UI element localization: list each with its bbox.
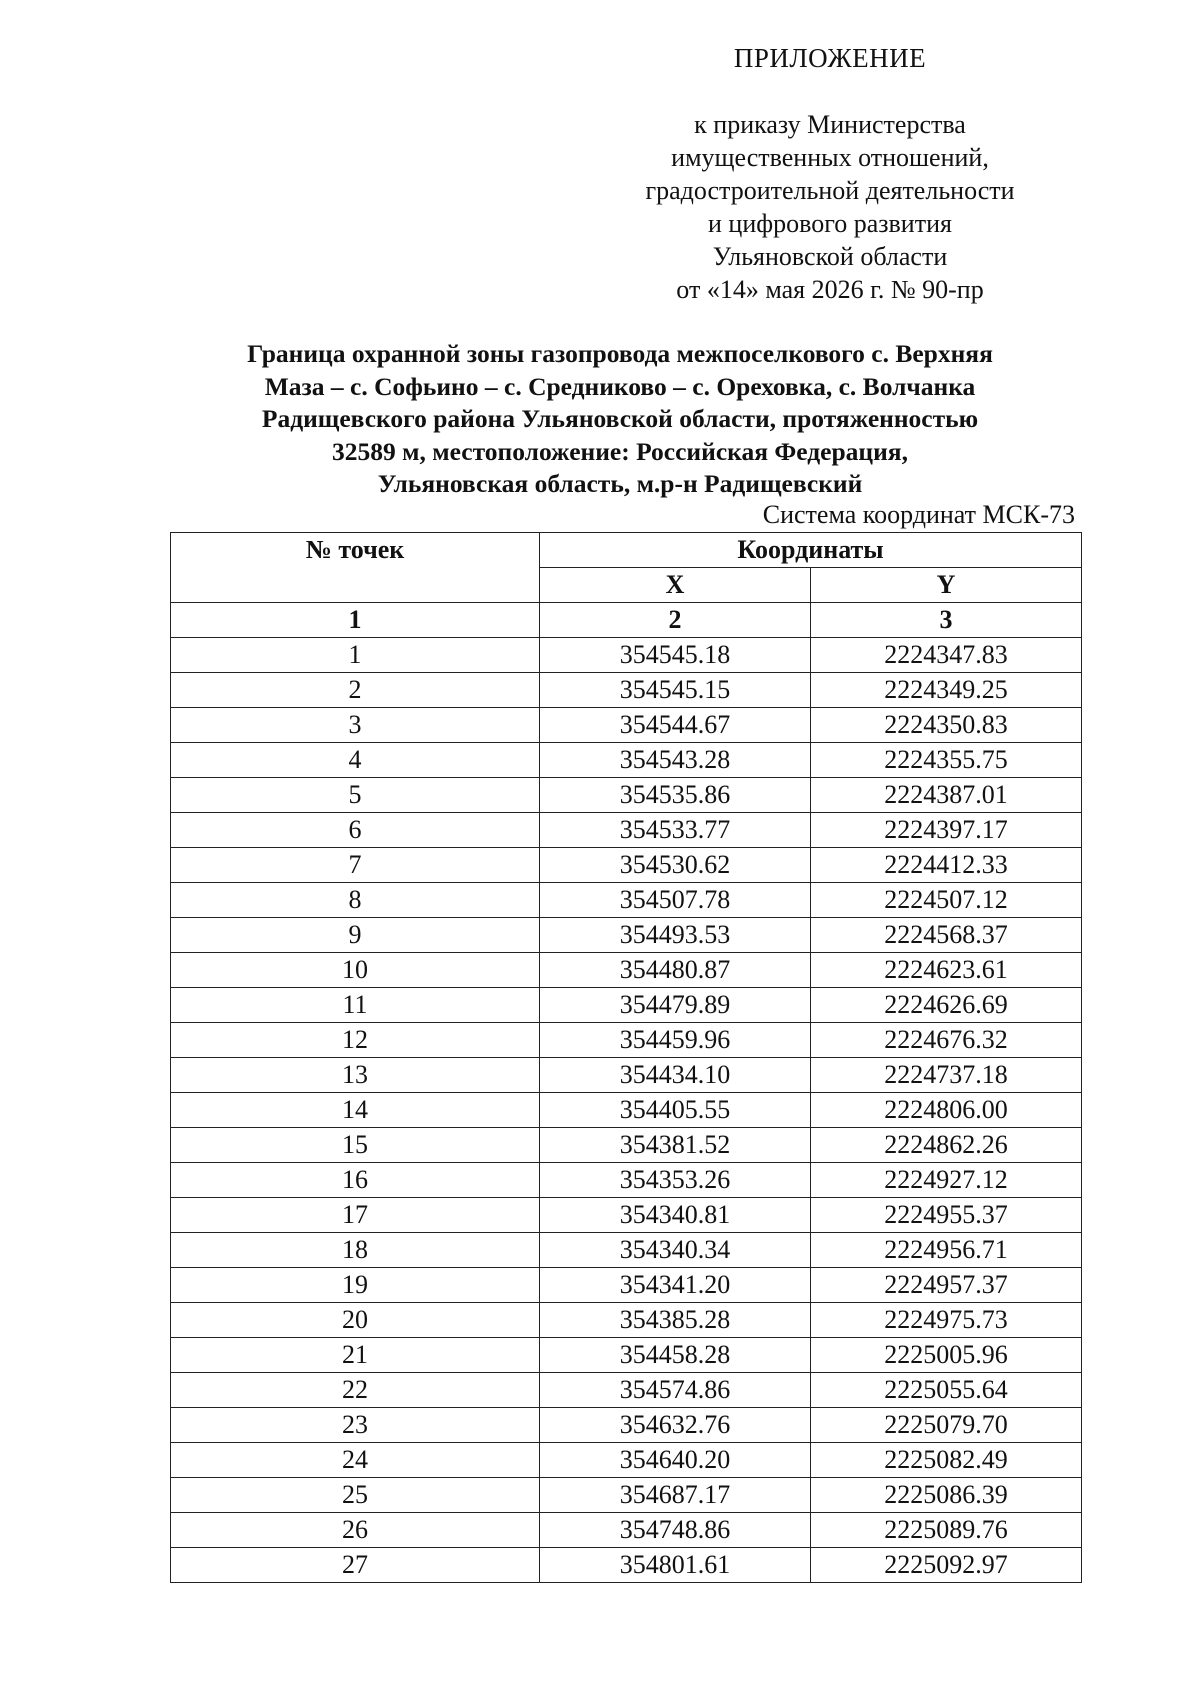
table-row <box>171 778 1082 813</box>
y-coordinate-cell: 2224626.69 <box>811 988 1082 1023</box>
y-coordinate-cell: 2224412.33 <box>811 848 1082 883</box>
y-coordinate-cell: 2224806.00 <box>811 1093 1082 1128</box>
y-coordinate-cell: 2224350.83 <box>811 708 1082 743</box>
point-number-cell: 21 <box>171 1338 540 1373</box>
table-row <box>171 988 1082 1023</box>
point-number-cell: 23 <box>171 1408 540 1443</box>
table-row <box>171 1338 1082 1373</box>
coordinate-system-label: Система координат МСК-73 <box>762 500 1075 529</box>
y-coordinate-cell: 2225086.39 <box>811 1478 1082 1513</box>
x-coordinate-cell: 354748.86 <box>540 1513 811 1548</box>
point-number-cell: 11 <box>171 988 540 1023</box>
table-row <box>171 1023 1082 1058</box>
x-coordinate-cell: 354544.67 <box>540 708 811 743</box>
approval-line: имущественных отношений, <box>671 143 989 172</box>
x-coordinate-cell: 354543.28 <box>540 743 811 778</box>
point-number-cell: 8 <box>171 883 540 918</box>
table-row <box>171 1548 1082 1583</box>
x-coordinate-cell: 354405.55 <box>540 1093 811 1128</box>
y-coordinate-cell: 2224676.32 <box>811 1023 1082 1058</box>
point-number-cell: 9 <box>171 918 540 953</box>
point-number-cell: 16 <box>171 1163 540 1198</box>
y-coordinate-cell: 2225005.96 <box>811 1338 1082 1373</box>
table-row <box>171 1408 1082 1443</box>
x-coordinate-cell: 354459.96 <box>540 1023 811 1058</box>
column-number: 1 <box>171 603 540 638</box>
approval-line: от «14» мая 2026 г. № 90-пр <box>676 275 984 304</box>
y-coordinate-cell: 2225079.70 <box>811 1408 1082 1443</box>
x-column-header: X <box>540 568 811 603</box>
point-number-cell: 17 <box>171 1198 540 1233</box>
point-number-cell: 27 <box>171 1548 540 1583</box>
x-coordinate-cell: 354458.28 <box>540 1338 811 1373</box>
x-coordinate-cell: 354545.18 <box>540 638 811 673</box>
coordinates-column-header: Координаты <box>540 533 1082 568</box>
title-line: 32589 м, местоположение: Российская Федерация, <box>332 436 908 466</box>
point-number-cell: 3 <box>171 708 540 743</box>
y-coordinate-cell: 2224568.37 <box>811 918 1082 953</box>
table-row <box>171 1128 1082 1163</box>
table-row <box>171 1478 1082 1513</box>
point-number-cell: 1 <box>171 638 540 673</box>
point-number-cell: 12 <box>171 1023 540 1058</box>
x-coordinate-cell: 354545.15 <box>540 673 811 708</box>
approval-line: и цифрового развития <box>708 209 952 238</box>
points-column-header: № точек <box>171 533 540 603</box>
x-coordinate-cell: 354381.52 <box>540 1128 811 1163</box>
y-coordinate-cell: 2224975.73 <box>811 1303 1082 1338</box>
x-coordinate-cell: 354507.78 <box>540 883 811 918</box>
table-row <box>171 1233 1082 1268</box>
title-line: Радищевского района Ульяновской области, протяженностью <box>261 404 979 433</box>
table-row <box>171 883 1082 918</box>
point-number-cell: 6 <box>171 813 540 848</box>
column-number-row <box>171 603 1082 638</box>
appendix-label: ПРИЛОЖЕНИЕ <box>733 43 927 73</box>
y-coordinate-cell: 2224397.17 <box>811 813 1082 848</box>
approval-text <box>600 108 1060 306</box>
table-row <box>171 1268 1082 1303</box>
y-coordinate-cell: 2224355.75 <box>811 743 1082 778</box>
column-number: 3 <box>811 603 1082 638</box>
y-coordinate-cell: 2224349.25 <box>811 673 1082 708</box>
table-row <box>171 1093 1082 1128</box>
y-coordinate-cell: 2224387.01 <box>811 778 1082 813</box>
x-coordinate-cell: 354574.86 <box>540 1373 811 1408</box>
x-coordinate-cell: 354493.53 <box>540 918 811 953</box>
table-row <box>171 743 1082 778</box>
x-coordinate-cell: 354535.86 <box>540 778 811 813</box>
x-coordinate-cell: 354479.89 <box>540 988 811 1023</box>
x-coordinate-cell: 354801.61 <box>540 1548 811 1583</box>
title-line: Граница охранной зоны газопровода межпоселкового с. Верхняя <box>247 339 993 368</box>
y-coordinate-cell: 2225055.64 <box>811 1373 1082 1408</box>
title-line: Маза – с. Софьино – с. Средниково – с. Ореховка, с. Волчанка <box>264 371 976 401</box>
y-coordinate-cell: 2224955.37 <box>811 1198 1082 1233</box>
y-coordinate-cell: 2225089.76 <box>811 1513 1082 1548</box>
y-coordinate-cell: 2224737.18 <box>811 1058 1082 1093</box>
table-row <box>171 1443 1082 1478</box>
y-coordinate-cell: 2225092.97 <box>811 1548 1082 1583</box>
point-number-cell: 25 <box>171 1478 540 1513</box>
point-number-cell: 14 <box>171 1093 540 1128</box>
table-row <box>171 813 1082 848</box>
approval-line: к приказу Министерства <box>694 110 966 139</box>
table-row <box>171 708 1082 743</box>
point-number-cell: 13 <box>171 1058 540 1093</box>
table-row <box>171 638 1082 673</box>
table-row <box>171 1198 1082 1233</box>
document-title <box>180 338 1060 501</box>
point-number-cell: 22 <box>171 1373 540 1408</box>
point-number-cell: 15 <box>171 1128 540 1163</box>
table-row <box>171 1303 1082 1338</box>
x-coordinate-cell: 354632.76 <box>540 1408 811 1443</box>
point-number-cell: 24 <box>171 1443 540 1478</box>
table-row <box>171 1373 1082 1408</box>
x-coordinate-cell: 354340.34 <box>540 1233 811 1268</box>
point-number-cell: 26 <box>171 1513 540 1548</box>
table-row <box>171 673 1082 708</box>
y-coordinate-cell: 2224347.83 <box>811 638 1082 673</box>
table-header-row <box>171 533 1082 568</box>
table-row <box>171 953 1082 988</box>
column-number: 2 <box>540 603 811 638</box>
table-row <box>171 918 1082 953</box>
point-number-cell: 7 <box>171 848 540 883</box>
y-coordinate-cell: 2224927.12 <box>811 1163 1082 1198</box>
point-number-cell: 5 <box>171 778 540 813</box>
x-coordinate-cell: 354687.17 <box>540 1478 811 1513</box>
x-coordinate-cell: 354341.20 <box>540 1268 811 1303</box>
y-coordinate-cell: 2224623.61 <box>811 953 1082 988</box>
x-coordinate-cell: 354480.87 <box>540 953 811 988</box>
y-coordinate-cell: 2224862.26 <box>811 1128 1082 1163</box>
y-coordinate-cell: 2225082.49 <box>811 1443 1082 1478</box>
x-coordinate-cell: 354385.28 <box>540 1303 811 1338</box>
table-body <box>171 603 1082 1583</box>
title-line: Ульяновская область, м.р-н Радищевский <box>377 469 863 498</box>
coordinates-table <box>170 532 1082 1583</box>
x-coordinate-cell: 354340.81 <box>540 1198 811 1233</box>
y-coordinate-cell: 2224956.71 <box>811 1233 1082 1268</box>
point-number-cell: 20 <box>171 1303 540 1338</box>
table-row <box>171 1163 1082 1198</box>
point-number-cell: 10 <box>171 953 540 988</box>
approval-line: Ульяновской области <box>712 242 948 271</box>
point-number-cell: 2 <box>171 673 540 708</box>
x-coordinate-cell: 354530.62 <box>540 848 811 883</box>
y-column-header: Y <box>811 568 1082 603</box>
x-coordinate-cell: 354533.77 <box>540 813 811 848</box>
x-coordinate-cell: 354640.20 <box>540 1443 811 1478</box>
x-coordinate-cell: 354353.26 <box>540 1163 811 1198</box>
y-coordinate-cell: 2224507.12 <box>811 883 1082 918</box>
approval-line: градостроительной деятельности <box>645 176 1015 205</box>
point-number-cell: 18 <box>171 1233 540 1268</box>
x-coordinate-cell: 354434.10 <box>540 1058 811 1093</box>
point-number-cell: 4 <box>171 743 540 778</box>
table-row <box>171 1058 1082 1093</box>
point-number-cell: 19 <box>171 1268 540 1303</box>
table-row <box>171 1513 1082 1548</box>
y-coordinate-cell: 2224957.37 <box>811 1268 1082 1303</box>
table-row <box>171 848 1082 883</box>
